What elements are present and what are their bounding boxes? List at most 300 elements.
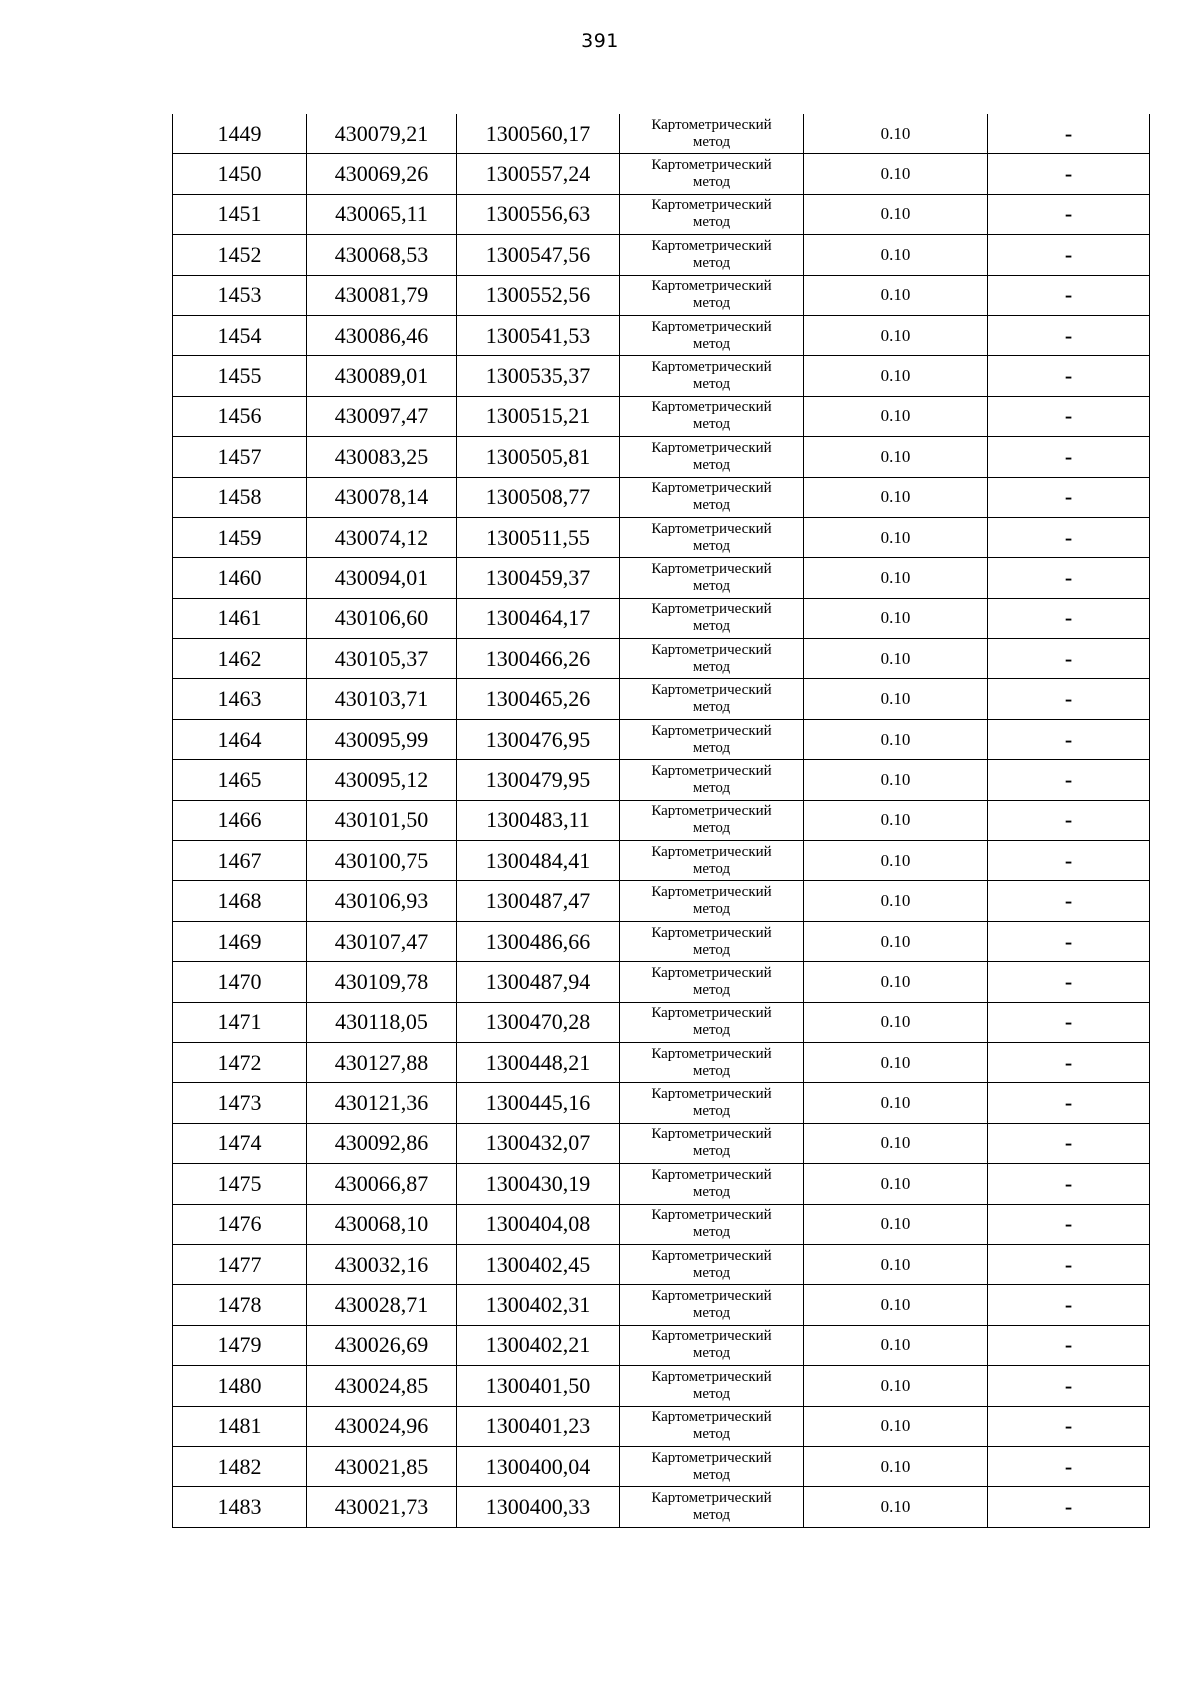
point-number-cell: 1455	[173, 356, 307, 396]
method-cell	[620, 639, 804, 679]
y-coordinate-cell: 1300476,95	[457, 719, 620, 759]
method-line-2: метод	[692, 1224, 731, 1241]
method-line-1: Картометрический	[651, 601, 772, 618]
method-line-2: метод	[692, 1466, 731, 1483]
table-row	[173, 1042, 1150, 1082]
x-coordinate-cell: 430105,37	[307, 639, 457, 679]
x-coordinate-cell: 430024,96	[307, 1406, 457, 1446]
method-line-2: метод	[692, 214, 731, 231]
x-coordinate-cell: 430069,26	[307, 154, 457, 194]
note-cell: -	[988, 639, 1150, 679]
method-line-1: Картометрический	[651, 1449, 772, 1466]
accuracy-cell: 0.10	[804, 679, 988, 719]
x-coordinate-cell: 430081,79	[307, 275, 457, 315]
method-line-2: метод	[692, 820, 731, 837]
method-line-1: Картометрический	[651, 1489, 772, 1506]
point-number-cell: 1478	[173, 1285, 307, 1325]
point-number-cell: 1465	[173, 760, 307, 800]
coordinates-table	[172, 114, 1150, 1528]
note-cell: -	[988, 477, 1150, 517]
method-line-2: метод	[692, 618, 731, 635]
method-cell	[620, 760, 804, 800]
method-line-2: метод	[692, 456, 731, 473]
method-line-1: Картометрический	[651, 762, 772, 779]
y-coordinate-cell: 1300445,16	[457, 1083, 620, 1123]
table-row	[173, 760, 1150, 800]
method-cell	[620, 356, 804, 396]
note-cell: -	[988, 437, 1150, 477]
method-line-2: метод	[692, 174, 731, 191]
accuracy-cell: 0.10	[804, 1083, 988, 1123]
table-row	[173, 800, 1150, 840]
x-coordinate-cell: 430083,25	[307, 437, 457, 477]
table-row	[173, 1366, 1150, 1406]
method-cell	[620, 1123, 804, 1163]
y-coordinate-cell: 1300552,56	[457, 275, 620, 315]
table-row	[173, 114, 1150, 154]
accuracy-cell: 0.10	[804, 1406, 988, 1446]
method-line-1: Картометрический	[651, 924, 772, 941]
method-line-1: Картометрический	[651, 1126, 772, 1143]
method-cell	[620, 921, 804, 961]
method-line-1: Картометрический	[651, 116, 772, 133]
method-line-1: Картометрический	[651, 480, 772, 497]
y-coordinate-cell: 1300535,37	[457, 356, 620, 396]
y-coordinate-cell: 1300515,21	[457, 396, 620, 436]
method-cell	[620, 1002, 804, 1042]
x-coordinate-cell: 430021,73	[307, 1487, 457, 1527]
method-line-2: метод	[692, 577, 731, 594]
method-line-2: метод	[692, 941, 731, 958]
y-coordinate-cell: 1300401,50	[457, 1366, 620, 1406]
point-number-cell: 1480	[173, 1366, 307, 1406]
x-coordinate-cell: 430101,50	[307, 800, 457, 840]
table-row	[173, 1083, 1150, 1123]
method-cell	[620, 315, 804, 355]
point-number-cell: 1474	[173, 1123, 307, 1163]
method-cell	[620, 962, 804, 1002]
accuracy-cell: 0.10	[804, 1204, 988, 1244]
method-cell	[620, 517, 804, 557]
method-cell	[620, 477, 804, 517]
accuracy-cell: 0.10	[804, 719, 988, 759]
note-cell: -	[988, 114, 1150, 154]
point-number-cell: 1472	[173, 1042, 307, 1082]
note-cell: -	[988, 315, 1150, 355]
y-coordinate-cell: 1300470,28	[457, 1002, 620, 1042]
y-coordinate-cell: 1300487,94	[457, 962, 620, 1002]
x-coordinate-cell: 430118,05	[307, 1002, 457, 1042]
note-cell: -	[988, 1487, 1150, 1527]
note-cell: -	[988, 719, 1150, 759]
method-line-2: метод	[692, 1183, 731, 1200]
note-cell: -	[988, 841, 1150, 881]
method-line-1: Картометрический	[651, 1005, 772, 1022]
y-coordinate-cell: 1300557,24	[457, 154, 620, 194]
point-number-cell: 1482	[173, 1446, 307, 1486]
table-body	[173, 114, 1150, 1527]
x-coordinate-cell: 430097,47	[307, 396, 457, 436]
accuracy-cell: 0.10	[804, 1325, 988, 1365]
table-row	[173, 1285, 1150, 1325]
table-row	[173, 1325, 1150, 1365]
x-coordinate-cell: 430095,12	[307, 760, 457, 800]
method-cell	[620, 800, 804, 840]
method-cell	[620, 154, 804, 194]
x-coordinate-cell: 430026,69	[307, 1325, 457, 1365]
point-number-cell: 1476	[173, 1204, 307, 1244]
accuracy-cell: 0.10	[804, 921, 988, 961]
y-coordinate-cell: 1300448,21	[457, 1042, 620, 1082]
point-number-cell: 1464	[173, 719, 307, 759]
method-line-1: Картометрический	[651, 843, 772, 860]
table-row	[173, 598, 1150, 638]
note-cell: -	[988, 1244, 1150, 1284]
table-row	[173, 396, 1150, 436]
accuracy-cell: 0.10	[804, 800, 988, 840]
table-row	[173, 235, 1150, 275]
table-row	[173, 477, 1150, 517]
table-row	[173, 1164, 1150, 1204]
note-cell: -	[988, 1366, 1150, 1406]
accuracy-cell: 0.10	[804, 154, 988, 194]
note-cell: -	[988, 760, 1150, 800]
table-row	[173, 194, 1150, 234]
method-cell	[620, 396, 804, 436]
note-cell: -	[988, 1204, 1150, 1244]
accuracy-cell: 0.10	[804, 760, 988, 800]
method-line-1: Картометрический	[651, 278, 772, 295]
note-cell: -	[988, 154, 1150, 194]
method-line-2: метод	[692, 1385, 731, 1402]
method-line-2: метод	[692, 295, 731, 312]
note-cell: -	[988, 921, 1150, 961]
method-line-2: метод	[692, 335, 731, 352]
point-number-cell: 1451	[173, 194, 307, 234]
note-cell: -	[988, 679, 1150, 719]
note-cell: -	[988, 1325, 1150, 1365]
method-line-2: метод	[692, 1143, 731, 1160]
method-line-2: метод	[692, 1305, 731, 1322]
y-coordinate-cell: 1300541,53	[457, 315, 620, 355]
accuracy-cell: 0.10	[804, 1244, 988, 1284]
point-number-cell: 1470	[173, 962, 307, 1002]
method-line-1: Картометрический	[651, 1247, 772, 1264]
x-coordinate-cell: 430107,47	[307, 921, 457, 961]
method-cell	[620, 1164, 804, 1204]
y-coordinate-cell: 1300484,41	[457, 841, 620, 881]
point-number-cell: 1467	[173, 841, 307, 881]
table-row	[173, 437, 1150, 477]
accuracy-cell: 0.10	[804, 1002, 988, 1042]
table-row	[173, 1244, 1150, 1284]
method-cell	[620, 1325, 804, 1365]
method-line-2: метод	[692, 1345, 731, 1362]
table-row	[173, 639, 1150, 679]
method-line-2: метод	[692, 1426, 731, 1443]
method-line-1: Картометрический	[651, 237, 772, 254]
method-line-1: Картометрический	[651, 1288, 772, 1305]
x-coordinate-cell: 430103,71	[307, 679, 457, 719]
method-line-2: метод	[692, 133, 731, 150]
accuracy-cell: 0.10	[804, 1285, 988, 1325]
method-line-2: метод	[692, 1264, 731, 1281]
method-line-1: Картометрический	[651, 1086, 772, 1103]
y-coordinate-cell: 1300487,47	[457, 881, 620, 921]
point-number-cell: 1473	[173, 1083, 307, 1123]
method-line-1: Картометрический	[651, 439, 772, 456]
method-cell	[620, 1083, 804, 1123]
note-cell: -	[988, 1164, 1150, 1204]
note-cell: -	[988, 517, 1150, 557]
x-coordinate-cell: 430024,85	[307, 1366, 457, 1406]
method-line-1: Картометрический	[651, 1328, 772, 1345]
method-line-2: метод	[692, 699, 731, 716]
method-line-1: Картометрический	[651, 318, 772, 335]
accuracy-cell: 0.10	[804, 962, 988, 1002]
table-row	[173, 154, 1150, 194]
y-coordinate-cell: 1300466,26	[457, 639, 620, 679]
method-cell	[620, 1244, 804, 1284]
point-number-cell: 1461	[173, 598, 307, 638]
y-coordinate-cell: 1300511,55	[457, 517, 620, 557]
accuracy-cell: 0.10	[804, 639, 988, 679]
x-coordinate-cell: 430106,60	[307, 598, 457, 638]
accuracy-cell: 0.10	[804, 114, 988, 154]
method-cell	[620, 881, 804, 921]
point-number-cell: 1458	[173, 477, 307, 517]
method-line-2: метод	[692, 254, 731, 271]
accuracy-cell: 0.10	[804, 1042, 988, 1082]
method-cell	[620, 558, 804, 598]
method-cell	[620, 275, 804, 315]
point-number-cell: 1452	[173, 235, 307, 275]
y-coordinate-cell: 1300402,21	[457, 1325, 620, 1365]
y-coordinate-cell: 1300483,11	[457, 800, 620, 840]
table-row	[173, 881, 1150, 921]
note-cell: -	[988, 356, 1150, 396]
page-number: 391	[581, 30, 619, 52]
note-cell: -	[988, 800, 1150, 840]
accuracy-cell: 0.10	[804, 841, 988, 881]
y-coordinate-cell: 1300401,23	[457, 1406, 620, 1446]
method-line-2: метод	[692, 901, 731, 918]
accuracy-cell: 0.10	[804, 356, 988, 396]
point-number-cell: 1462	[173, 639, 307, 679]
y-coordinate-cell: 1300432,07	[457, 1123, 620, 1163]
table-row	[173, 356, 1150, 396]
point-number-cell: 1469	[173, 921, 307, 961]
table-row	[173, 841, 1150, 881]
x-coordinate-cell: 430094,01	[307, 558, 457, 598]
method-line-1: Картометрический	[651, 884, 772, 901]
y-coordinate-cell: 1300430,19	[457, 1164, 620, 1204]
x-coordinate-cell: 430106,93	[307, 881, 457, 921]
method-cell	[620, 1285, 804, 1325]
y-coordinate-cell: 1300560,17	[457, 114, 620, 154]
accuracy-cell: 0.10	[804, 1366, 988, 1406]
method-line-1: Картометрический	[651, 1409, 772, 1426]
y-coordinate-cell: 1300508,77	[457, 477, 620, 517]
note-cell: -	[988, 194, 1150, 234]
accuracy-cell: 0.10	[804, 881, 988, 921]
x-coordinate-cell: 430092,86	[307, 1123, 457, 1163]
point-number-cell: 1468	[173, 881, 307, 921]
method-line-2: метод	[692, 739, 731, 756]
point-number-cell: 1460	[173, 558, 307, 598]
y-coordinate-cell: 1300505,81	[457, 437, 620, 477]
table-row	[173, 679, 1150, 719]
method-cell	[620, 235, 804, 275]
table-row	[173, 962, 1150, 1002]
point-number-cell: 1453	[173, 275, 307, 315]
point-number-cell: 1450	[173, 154, 307, 194]
x-coordinate-cell: 430074,12	[307, 517, 457, 557]
method-line-1: Картометрический	[651, 359, 772, 376]
x-coordinate-cell: 430068,53	[307, 235, 457, 275]
accuracy-cell: 0.10	[804, 194, 988, 234]
point-number-cell: 1479	[173, 1325, 307, 1365]
y-coordinate-cell: 1300400,04	[457, 1446, 620, 1486]
accuracy-cell: 0.10	[804, 598, 988, 638]
x-coordinate-cell: 430086,46	[307, 315, 457, 355]
y-coordinate-cell: 1300465,26	[457, 679, 620, 719]
accuracy-cell: 0.10	[804, 1123, 988, 1163]
method-cell	[620, 1366, 804, 1406]
point-number-cell: 1466	[173, 800, 307, 840]
table-row	[173, 1204, 1150, 1244]
note-cell: -	[988, 1123, 1150, 1163]
point-number-cell: 1471	[173, 1002, 307, 1042]
point-number-cell: 1454	[173, 315, 307, 355]
table-row	[173, 1487, 1150, 1527]
accuracy-cell: 0.10	[804, 558, 988, 598]
method-line-2: метод	[692, 658, 731, 675]
method-line-2: метод	[692, 779, 731, 796]
method-cell	[620, 1042, 804, 1082]
x-coordinate-cell: 430028,71	[307, 1285, 457, 1325]
method-cell	[620, 1487, 804, 1527]
table-row	[173, 558, 1150, 598]
method-cell	[620, 1204, 804, 1244]
table-row	[173, 1123, 1150, 1163]
point-number-cell: 1475	[173, 1164, 307, 1204]
method-cell	[620, 114, 804, 154]
method-line-2: метод	[692, 376, 731, 393]
table-row	[173, 921, 1150, 961]
point-number-cell: 1449	[173, 114, 307, 154]
y-coordinate-cell: 1300547,56	[457, 235, 620, 275]
x-coordinate-cell: 430066,87	[307, 1164, 457, 1204]
table-row	[173, 315, 1150, 355]
accuracy-cell: 0.10	[804, 275, 988, 315]
note-cell: -	[988, 1042, 1150, 1082]
note-cell: -	[988, 1446, 1150, 1486]
x-coordinate-cell: 430109,78	[307, 962, 457, 1002]
x-coordinate-cell: 430100,75	[307, 841, 457, 881]
method-cell	[620, 1406, 804, 1446]
x-coordinate-cell: 430121,36	[307, 1083, 457, 1123]
method-line-2: метод	[692, 1062, 731, 1079]
accuracy-cell: 0.10	[804, 477, 988, 517]
method-line-1: Картометрический	[651, 157, 772, 174]
method-line-2: метод	[692, 416, 731, 433]
point-number-cell: 1463	[173, 679, 307, 719]
accuracy-cell: 0.10	[804, 517, 988, 557]
table-row	[173, 275, 1150, 315]
method-cell	[620, 1446, 804, 1486]
accuracy-cell: 0.10	[804, 396, 988, 436]
x-coordinate-cell: 430095,99	[307, 719, 457, 759]
method-line-1: Картометрический	[651, 641, 772, 658]
y-coordinate-cell: 1300556,63	[457, 194, 620, 234]
method-line-1: Картометрический	[651, 964, 772, 981]
point-number-cell: 1457	[173, 437, 307, 477]
method-line-1: Картометрический	[651, 1207, 772, 1224]
note-cell: -	[988, 881, 1150, 921]
y-coordinate-cell: 1300404,08	[457, 1204, 620, 1244]
method-line-2: метод	[692, 981, 731, 998]
method-line-1: Картометрический	[651, 560, 772, 577]
note-cell: -	[988, 235, 1150, 275]
method-cell	[620, 598, 804, 638]
accuracy-cell: 0.10	[804, 437, 988, 477]
x-coordinate-cell: 430032,16	[307, 1244, 457, 1284]
method-cell	[620, 194, 804, 234]
x-coordinate-cell: 430021,85	[307, 1446, 457, 1486]
x-coordinate-cell: 430068,10	[307, 1204, 457, 1244]
accuracy-cell: 0.10	[804, 1446, 988, 1486]
accuracy-cell: 0.10	[804, 315, 988, 355]
note-cell: -	[988, 1083, 1150, 1123]
method-line-2: метод	[692, 1022, 731, 1039]
note-cell: -	[988, 962, 1150, 1002]
note-cell: -	[988, 598, 1150, 638]
y-coordinate-cell: 1300479,95	[457, 760, 620, 800]
table-row	[173, 1446, 1150, 1486]
method-line-1: Картометрический	[651, 1368, 772, 1385]
method-cell	[620, 679, 804, 719]
table-row	[173, 719, 1150, 759]
y-coordinate-cell: 1300402,45	[457, 1244, 620, 1284]
y-coordinate-cell: 1300402,31	[457, 1285, 620, 1325]
accuracy-cell: 0.10	[804, 1487, 988, 1527]
point-number-cell: 1477	[173, 1244, 307, 1284]
x-coordinate-cell: 430089,01	[307, 356, 457, 396]
accuracy-cell: 0.10	[804, 1164, 988, 1204]
note-cell: -	[988, 558, 1150, 598]
point-number-cell: 1459	[173, 517, 307, 557]
table-row	[173, 1406, 1150, 1446]
y-coordinate-cell: 1300400,33	[457, 1487, 620, 1527]
x-coordinate-cell: 430065,11	[307, 194, 457, 234]
method-line-1: Картометрический	[651, 803, 772, 820]
note-cell: -	[988, 396, 1150, 436]
y-coordinate-cell: 1300459,37	[457, 558, 620, 598]
note-cell: -	[988, 1406, 1150, 1446]
x-coordinate-cell: 430078,14	[307, 477, 457, 517]
note-cell: -	[988, 275, 1150, 315]
method-line-1: Картометрический	[651, 399, 772, 416]
method-line-2: метод	[692, 860, 731, 877]
table-row	[173, 1002, 1150, 1042]
y-coordinate-cell: 1300486,66	[457, 921, 620, 961]
method-cell	[620, 841, 804, 881]
point-number-cell: 1481	[173, 1406, 307, 1446]
note-cell: -	[988, 1002, 1150, 1042]
method-line-1: Картометрический	[651, 197, 772, 214]
y-coordinate-cell: 1300464,17	[457, 598, 620, 638]
